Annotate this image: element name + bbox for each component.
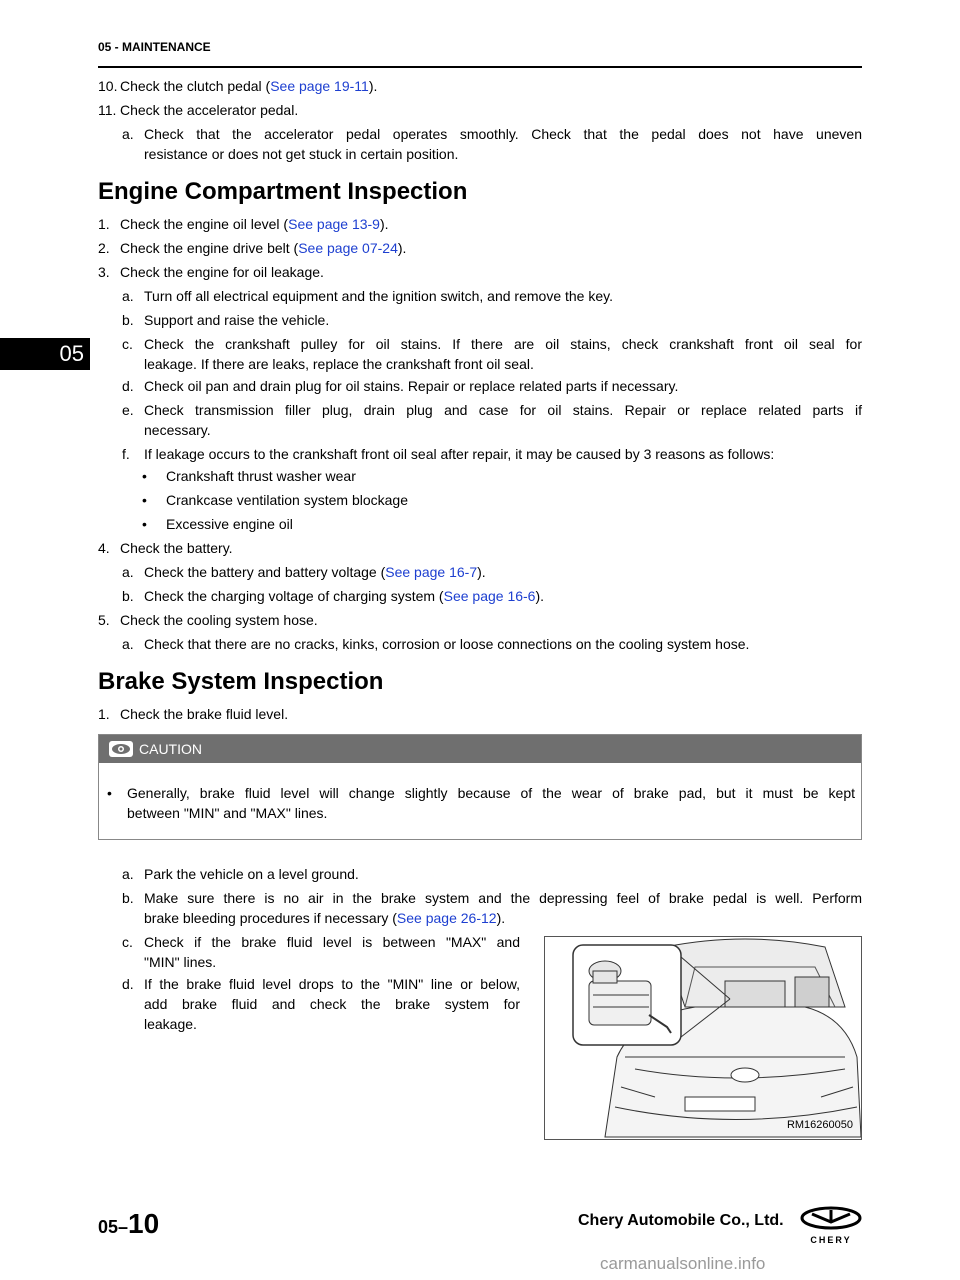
watermark: carmanualsonline.info	[600, 1254, 766, 1273]
chery-logo	[800, 1206, 862, 1245]
engine-step-5a: a. Check that there are no cracks, kinks, corrosion or loose connections on the cooling system hose.	[122, 636, 750, 652]
link-page-13-9[interactable]: See page 13-9	[288, 216, 380, 232]
figure-id: RM16260050	[786, 1119, 853, 1131]
brake-step-c-line1: Check if the brake fluid level is between "MAX" and	[144, 934, 520, 950]
engine-bullet-3: • Excessive engine oil	[142, 516, 293, 532]
engine-step-3e-line2: necessary.	[144, 422, 211, 438]
brake-step-b-line1: Make sure there is no air in the brake system and the depressing feel of brake pedal is well. Perform	[144, 890, 862, 906]
engine-step-4a: a. Check the battery and battery voltage (See page 16-7).	[122, 564, 486, 580]
brake-step-1: 1. Check the brake fluid level.	[98, 706, 289, 722]
chery-logo-icon	[800, 1206, 862, 1230]
brake-step-c-letter: c.	[122, 934, 133, 950]
link-page-16-7[interactable]: See page 16-7	[385, 564, 478, 580]
caution-header	[99, 735, 861, 763]
company-name: Chery Automobile Co., Ltd.	[578, 1212, 784, 1229]
link-page-19-11[interactable]: See page 19-11	[270, 78, 369, 94]
section-tab: 05	[0, 338, 90, 370]
chery-logo-text: CHERY	[810, 1235, 852, 1245]
link-page-07-24[interactable]: See page 07-24	[298, 240, 398, 256]
step-11a-line1: Check that the accelerator pedal operates smoothly. Check that the pedal does not have uneven	[144, 126, 862, 142]
engine-step-3b: b. Support and raise the vehicle.	[122, 312, 330, 328]
step-11: 11. Check the accelerator pedal.	[98, 102, 299, 118]
engine-step-3e-line1: Check transmission filler plug, drain plug and case for oil stains. Repair or replace related parts if	[144, 402, 862, 418]
brake-step-b-letter: b.	[122, 890, 134, 906]
eye-icon	[109, 741, 133, 757]
brake-step-d-line2: add brake fluid and check the brake system for	[144, 996, 520, 1012]
brake-section-title: Brake System Inspection	[98, 668, 384, 695]
brake-fluid-figure	[544, 936, 862, 1140]
link-page-26-12[interactable]: See page 26-12	[396, 910, 497, 926]
header-rule	[98, 66, 862, 68]
step-10: 10. Check the clutch pedal (See page 19-11).	[98, 78, 378, 94]
engine-step-4b: b. Check the charging voltage of charging system (See page 16-6).	[122, 588, 545, 604]
page-number: 05–10	[98, 1208, 160, 1239]
brake-step-b-line2: brake bleeding procedures if necessary (See page 26-12).	[144, 910, 506, 926]
engine-step-5: 5. Check the cooling system hose.	[98, 612, 318, 628]
engine-step-3c-line2: leakage. If there are leaks, replace the crankshaft front oil seal.	[144, 356, 534, 372]
brake-step-d-line1: If the brake fluid level drops to the "MIN" line or below,	[144, 976, 520, 992]
caution-bullet-mark: •	[107, 785, 112, 801]
caution-label: CAUTION	[139, 741, 202, 757]
engine-step-3: 3. Check the engine for oil leakage.	[98, 264, 324, 280]
step-11a-letter: a.	[122, 126, 134, 142]
caution-box	[98, 734, 862, 840]
engine-step-1: 1. Check the engine oil level (See page 13-9).	[98, 216, 389, 232]
caution-text-line1: Generally, brake fluid level will change slightly because of the wear of brake pad, but it must be kept	[127, 785, 855, 801]
brake-step-d-letter: d.	[122, 976, 134, 992]
engine-bullet-1: • Crankshaft thrust washer wear	[142, 468, 356, 484]
step-11a-line2: resistance or does not get stuck in certain position.	[144, 146, 459, 162]
engine-step-2: 2. Check the engine drive belt (See page 07-24).	[98, 240, 407, 256]
engine-bullet-2: • Crankcase ventilation system blockage	[142, 492, 409, 508]
engine-step-3f: f. If leakage occurs to the crankshaft front oil seal after repair, it may be caused by 3 reasons as follows:	[122, 446, 775, 462]
engine-step-4: 4. Check the battery.	[98, 540, 233, 556]
engine-step-3e-letter: e.	[122, 402, 134, 418]
engine-step-3a: a. Turn off all electrical equipment and the ignition switch, and remove the key.	[122, 288, 613, 304]
running-header: 05 - MAINTENANCE	[98, 40, 211, 54]
link-page-16-6[interactable]: See page 16-6	[443, 588, 536, 604]
car-engine-illustration	[545, 937, 861, 1139]
brake-step-a: a. Park the vehicle on a level ground.	[122, 866, 359, 882]
brake-step-d-line3: leakage.	[144, 1016, 197, 1032]
engine-step-3c-line1: Check the crankshaft pulley for oil stains. If there are oil stains, check crankshaft front oil seal for	[144, 336, 862, 352]
brake-step-c-line2: "MIN" lines.	[144, 954, 217, 970]
caution-text-line2: between "MIN" and "MAX" lines.	[127, 805, 328, 821]
engine-step-3c-letter: c.	[122, 336, 133, 352]
engine-step-3d: d. Check oil pan and drain plug for oil stains. Repair or replace related parts if necessary.	[122, 378, 679, 394]
engine-section-title: Engine Compartment Inspection	[98, 178, 468, 205]
